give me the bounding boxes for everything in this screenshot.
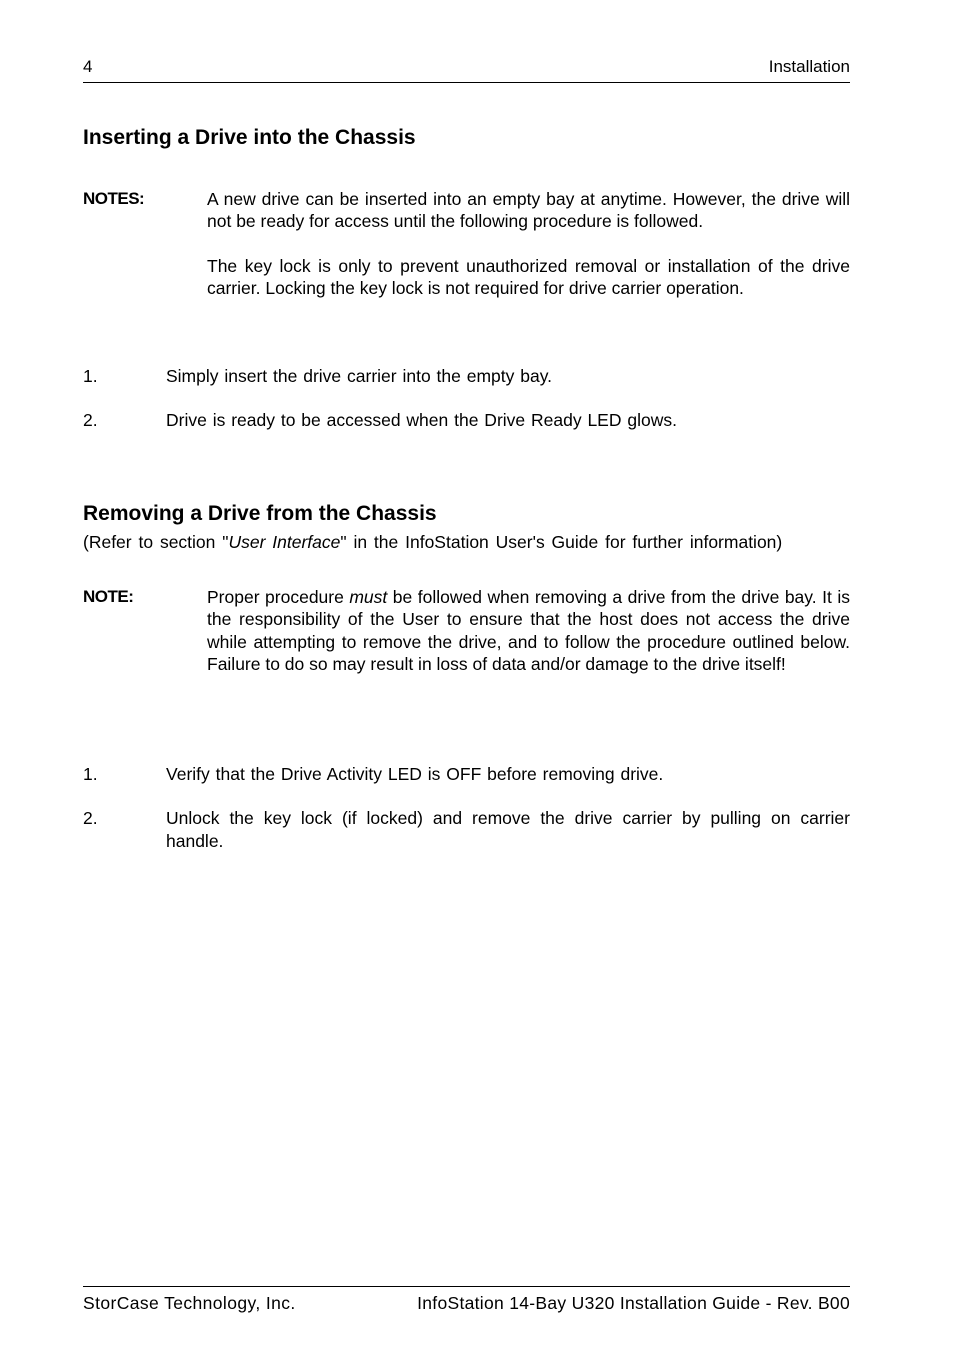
reference-note	[83, 531, 850, 553]
footer-document-title: InfoStation 14-Bay U320 Installation Guide - Rev. B00	[417, 1293, 850, 1313]
section-heading-removing: Removing a Drive from the Chassis	[83, 502, 437, 525]
section-heading-inserting: Inserting a Drive into the Chassis	[83, 126, 416, 149]
step-number: 2.	[83, 808, 98, 828]
step-number: 1.	[83, 764, 98, 784]
header-rule	[83, 82, 850, 83]
note-text: Proper procedure	[207, 587, 350, 607]
inserting-notes	[207, 188, 850, 299]
reference-section-name: User Interface	[228, 532, 341, 552]
step-number: 2.	[83, 410, 98, 430]
step-text: Drive is ready to be accessed when the Drive Ready LED glows.	[166, 410, 677, 430]
note-paragraph: A new drive can be inserted into an empty bay at anytime. However, the drive will not be ready for access until the following procedure is followed.	[207, 189, 850, 232]
note-label: NOTE:	[83, 587, 134, 606]
removing-note	[207, 586, 850, 675]
step-number: 1.	[83, 366, 98, 386]
footer-company: StorCase Technology, Inc.	[83, 1293, 296, 1313]
step-text: Verify that the Drive Activity LED is OFF before removing drive.	[166, 764, 664, 784]
step-text: Unlock the key lock (if locked) and remove the drive carrier by pulling on carrier handle.	[166, 808, 850, 851]
note-text: be followed when removing a drive from the drive bay. It is the responsibility of the User to ensure that the host does not access the drive while attempting to remove the drive, and to follow the procedure outlined below. Failure to do so may result in loss of data and/or damage to the drive itself!	[207, 587, 850, 674]
reference-text: (Refer to section "	[83, 532, 229, 552]
note-emphasis: must	[349, 587, 388, 607]
step-text: Simply insert the drive carrier into the empty bay.	[166, 366, 553, 386]
reference-text: " in the InfoStation User's Guide for further information)	[340, 532, 783, 552]
note-paragraph: The key lock is only to prevent unauthorized removal or installation of the drive carrier. Locking the key lock is not required for drive carrier operation.	[207, 255, 850, 298]
notes-label: NOTES:	[83, 189, 145, 208]
running-header-section: Installation	[768, 57, 850, 76]
footer-rule	[83, 1286, 850, 1287]
page-number: 4	[83, 57, 93, 76]
